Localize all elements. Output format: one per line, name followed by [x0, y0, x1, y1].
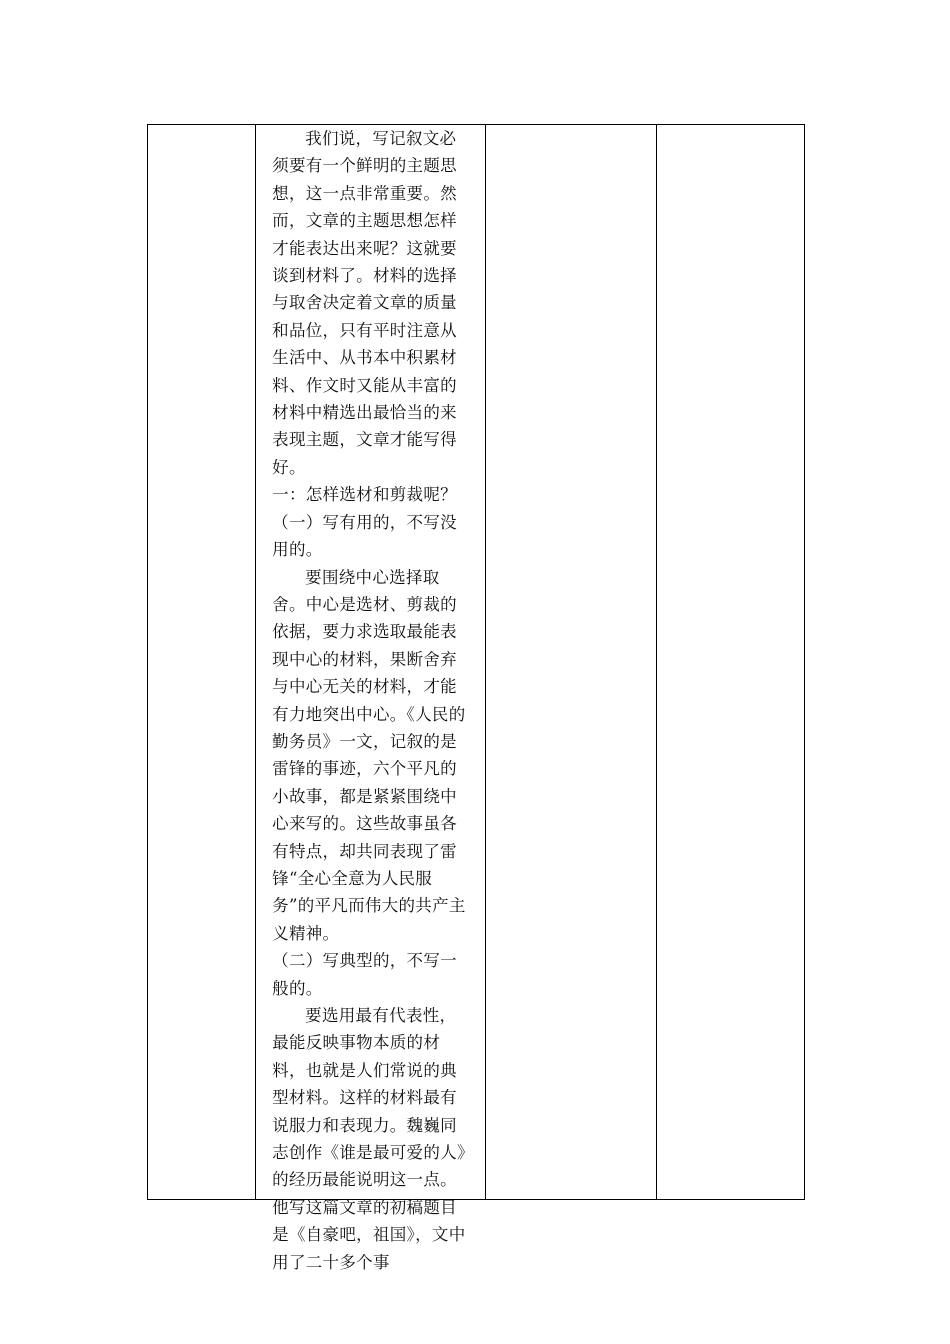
table-cell-empty-4: [656, 125, 804, 1200]
lesson-table: [147, 124, 805, 1272]
table-row: [148, 125, 805, 1200]
paragraph: 要围绕中心选择取舍。中心是选材、剪裁的依据，要力求选取最能表现中心的材料，果断舍弃与中心无关的材料，才能有力地突出中心。《人民的勤务员》一文，记叙的是雷锋的事迹，六个平凡的小故事，都是紧紧围绕中心来写的。这些故事虽各有特点，却共同表现了雷锋“全心全意为人民服务”的平凡而伟大的共产主义精神。: [272, 567, 466, 943]
paragraph: （二）写典型的，不写一般的。: [272, 951, 457, 998]
paragraph: 我们说，写记叙文必须要有一个鲜明的主题思想，这一点非常重要。然而，文章的主题思想怎样才能表达出来呢？这就要谈到材料了。材料的选择与取舍决定着文章的质量和品位，只有平时注意从生活中、从书本中积累材料、作文时又能从丰富的材料中精选出最恰当的来表现主题，文章才能写得好。: [272, 129, 457, 477]
table-cell-content: [256, 125, 485, 1272]
paragraph: 要选用最有代表性，最能反映事物本质的材料，也就是人们常说的典型材料。这样的材料最有说服力和表现力。魏巍同志创作《谁是最可爱的人》的经历最能说明这一点。他写这篇文章的初稿题目是《自豪吧，祖国》，文中用了二十多个事: [272, 1006, 466, 1272]
paragraph: （一）写有用的，不写没用的。: [272, 512, 457, 560]
table-cell-empty-1: [148, 125, 256, 1200]
content-text: [256, 125, 484, 1272]
paragraph: 一：怎样选材和剪裁呢？: [272, 485, 457, 505]
table-cell-empty-3: [485, 125, 656, 1200]
